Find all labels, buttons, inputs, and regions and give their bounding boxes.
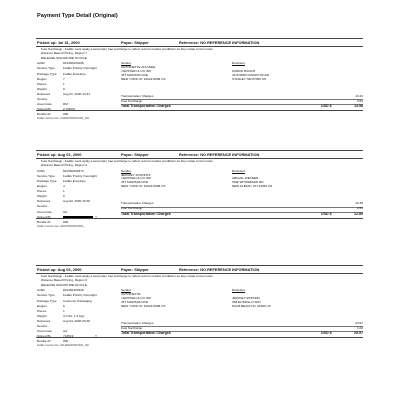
field-value-area-code: RM [63,102,68,107]
field-label-signed-by: Signed By [37,214,52,219]
shipment-header [36,38,363,47]
shipment-note: Fuel Surcharge - FedEx must apply a temporary fuel surcharge to reflect current market conditions as they relate to fuel costs. [41,273,214,278]
field-label-package-type: Package Type [37,298,57,303]
recipient-line: STANLEY NM 87056 US [232,76,267,81]
field-value-airbill: 821360343329 [63,288,84,293]
field-value-package-type: FedEx Envelope [63,71,86,76]
payor: Payor: Shipper [121,40,149,46]
sender-line: J EPSTEIN & CO INC [121,296,152,300]
field-value-signed-by: Z.ORRO [63,107,76,112]
total-charges-value: 25.97 [354,331,363,336]
shipment-note: RELEASE SIGNATURE ON FILE [41,55,87,60]
shipment-note: Distance Based Pricing, Region 7 [41,51,88,56]
shipment-note: RELEASE SIGNATURE ON FILE [41,282,87,287]
recipient-label: Recipient [232,288,245,293]
field-label-pieces: Pieces [37,189,47,194]
transportation-charges-value: 24.97 [355,320,363,325]
shipment-note: Fuel Surcharge - FedEx must apply a temporary fuel surcharge to reflect current market conditions as they relate to fuel costs. [41,46,214,51]
sender-line: 457 MADISON AVE [121,72,149,77]
field-label-service-type: Service Type [37,293,55,298]
field-value-signed-by: 713519 [63,334,74,339]
field-value-region: 4 [63,184,65,188]
field-label-package-type: Package Type [37,178,57,183]
recipient-line: ONE WHITEBARN RD [232,180,264,185]
field-label-service: Service [37,97,48,101]
transportation-charges-value: 13.44 [355,93,363,98]
field-label-pieces: Pieces [37,81,47,86]
reference: Reference: NO REFERENCE INFORMATION [179,40,260,46]
fuel-surcharge-label: Fuel Surcharge [121,98,143,103]
field-value-delivered: Aug 02, 2000 10:30 [63,199,91,204]
recipient-line: ZORRO RANCH [232,68,256,73]
fuel-surcharge-label: Fuel Surcharge [121,206,143,211]
field-value-bundle-id: 000 [63,112,69,117]
field-label-area-code: Area Code [37,102,52,107]
field-label-signed-by: Signed By [37,107,52,112]
sender-label: Sender [121,61,131,66]
field-label-region: Region [37,76,47,81]
invoice-use: FedEx Invoice Use: 2100307800001050_100 [37,117,90,121]
fuel-surcharge-label: Fuel Surcharge [121,325,143,330]
total-charges-label: Total Transportation Charges [121,104,171,109]
field-value-delivered: Aug 01, 2000 14:41 [63,91,91,96]
field-value-area-code: AA [63,329,68,334]
total-charges-label: Total Transportation Charges [121,211,171,216]
field-label-delivered: Delivered [37,91,51,96]
field-value-airbill: 821360343406 [63,61,84,66]
field-value-package-type: Customer Packaging [63,298,92,303]
page-title: Payment Type Detail (Original) [37,13,118,19]
fuel-surcharge-value: 0.54 [356,98,363,103]
sender-line: JEFFREY SCHONTZ [121,172,151,177]
charges-divider [121,326,363,327]
field-value-pieces: 1 [63,81,65,86]
field-label-weight: Weight [37,313,47,318]
recipient-line: JEFFREY EPSTEIN [232,295,260,300]
field-value-service-type: FedEx Priority Overnight [63,173,97,178]
fuel-surcharge-value: 1.00 [356,325,363,330]
field-label-airbill: Airbill [37,61,45,66]
signed-by-extra: Y [95,334,98,339]
recipient-line: ABIGAIL WEXNER [232,176,259,181]
field-label-service-type: Service Type [37,66,55,71]
field-label-service: Service [37,204,48,209]
recipient-line: NEW ALBANY OH 43054 US [232,184,273,189]
shipment-section [36,265,363,375]
recipient-line: PALM BEACH FL 33480 US [232,303,271,308]
reference: Reference: NO REFERENCE INFORMATION [179,267,260,273]
field-label-region: Region [37,303,47,308]
total-currency: USD $ [321,211,332,216]
sender-label: Sender [121,168,131,173]
picked-up-date: Picked up: Aug 03, 2000 [37,267,82,273]
field-label-region: Region [37,184,47,188]
sender-line: 457 MADISON AVE [121,180,149,185]
sender-line: ANTOINETTE [121,292,141,297]
field-label-delivered: Delivered [37,318,51,323]
total-currency: USD $ [321,104,332,109]
invoice-use: FedEx Invoice Use: 2091780000001651_ [37,224,85,228]
field-value-bundle-id: 000 [63,219,69,224]
field-label-weight: Weight [37,194,47,199]
field-value-region: 6 [63,303,65,308]
field-label-weight: Weight [37,86,47,91]
field-value-area-code: AA [63,209,68,214]
fuel-surcharge-value: 0.50 [356,206,363,211]
field-label-pieces: Pieces [37,308,47,313]
sender-line: J EPSTEIN & CO INC [121,176,152,181]
field-value-weight: 3.0 lbs, 1.4 Kgs [63,313,85,318]
field-value-package-type: FedEx Envelope [63,178,86,183]
field-label-area-code: Area Code [37,329,52,334]
reference: Reference: NO REFERENCE INFORMATION [179,152,260,158]
field-value-airbill: 821360343573 [63,168,84,173]
field-value-weight: 0 [63,86,65,91]
transportation-charges-label: Transportation Charges [121,93,154,98]
field-value-weight: 0 [63,194,65,199]
field-value-region: 7 [63,76,65,81]
field-value-delivered: Aug 04, 2000 09:30 [63,318,91,323]
field-value-bundle-id: 000 [63,339,69,344]
field-label-service-type: Service Type [37,173,55,178]
recipient-label: Recipient [232,61,245,66]
transportation-charges-label: Transportation Charges [121,201,154,206]
field-label-package-type: Package Type [37,71,57,76]
sender-line: NEW YORK NY 10022-6908 US [121,184,166,189]
sender-line: 457 MADISON AVE [121,299,149,304]
field-label-airbill: Airbill [37,168,45,173]
sender-line: ANTOINETTE ATLANDE [121,65,156,70]
total-charges-value: 13.98 [354,104,363,109]
transportation-charges-value: 12.30 [355,201,363,206]
field-label-bundle-id: Bundle ID [37,339,51,344]
recipient-label: Recipient [232,168,245,173]
shipment-section [36,150,363,260]
picked-up-date: Picked up: Jul 31, 2000 [37,40,80,46]
charges-divider [121,207,363,208]
total-charges-label: Total Transportation Charges [121,331,171,336]
recipient-line: 49 ZORRO RANCH ROAD [232,72,270,77]
payor: Payor: Shipper [121,152,149,158]
shipment-note: Distance Based Pricing, Region 6 [41,278,88,283]
field-label-delivered: Delivered [37,199,51,204]
field-value-service-type: FedEx Priority Overnight [63,66,97,71]
shipment-header [36,150,363,159]
sender-line: NEW YORK NY 10022-6908 US [121,303,166,308]
shipment-note: Fuel Surcharge - FedEx must apply a temporary fuel surcharge to reflect current market conditions as they relate to fuel costs. [41,158,214,163]
shipment-note: Distance Based Pricing, Region 4 [41,163,88,168]
charges-divider [121,99,363,100]
field-value-pieces: 1 [63,189,65,194]
total-charges-value: 12.80 [354,211,363,216]
field-label-area-code: Area Code [37,209,52,214]
shipment-section [36,38,363,148]
field-value-pieces: 1 [63,308,65,313]
picked-up-date: Picked up: Aug 01, 2000 [37,152,82,158]
field-label-signed-by: Signed By [37,334,52,339]
field-value-signed-by: Y [95,214,98,219]
field-value-service-type: FedEx Priority Overnight [63,293,97,298]
sender-label: Sender [121,288,131,293]
payor: Payor: Shipper [121,267,149,273]
field-label-airbill: Airbill [37,288,45,293]
total-currency: USD $ [321,331,332,336]
invoice-use: FedEx Invoice Use: 2011600200007300_100 [37,344,89,348]
sender-line: NEW YORK NY 10022-6908 US [121,76,166,81]
sender-line: J EPSTEIN & CO INC [121,69,152,73]
recipient-line: 358 EL BRILLO WAY [232,299,262,304]
field-label-service: Service [37,324,48,328]
field-label-bundle-id: Bundle ID [37,112,51,117]
field-label-bundle-id: Bundle ID [37,219,51,224]
shipment-header [36,265,363,274]
transportation-charges-label: Transportation Charges [121,320,154,325]
